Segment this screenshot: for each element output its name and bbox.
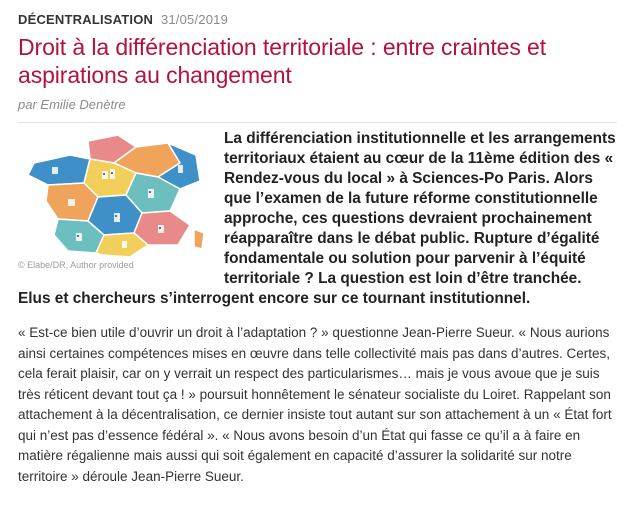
article-figure — [18, 133, 214, 270]
article-meta — [18, 12, 617, 27]
category-label[interactable]: DÉCENTRALISATION — [18, 12, 154, 27]
article-title: Droit à la différenciation territoriale : entre craintes et aspirations au changement — [18, 34, 547, 88]
article-body-paragraph: « Est-ce bien utile d’ouvrir un droit à l’adaptation ? » questionne Jean-Pierre Sueur. « Nous aurions ainsi certaines compétences mises en œuvre dans telle collectivité mais pas dans d’autres. Certes, cela ferait plaisir, car on y verrait un respect des particularismes… mais je vous avoue que je suis très réticent devant tout ça ! » poursuit honnêtement le sénateur socialiste du Loiret. Rappelant son attachement à la décentralisation, ce dernier insiste tout autant sur son attachement à un « État fort qui n’est pas d’essence fédéral ». « Nous avons besoin d’un État qui fasse ce qu’il a à faire en matière régalienne mais aussi qui soit également en capacité d’assurer la solidarité sur notre territoire » déroule Jean-Pierre Sueur. — [18, 325, 612, 484]
france-map-illustration — [18, 133, 214, 259]
lead-section — [18, 129, 617, 309]
article-lead: La différenciation institutionnelle et les arrangements territoriaux étaient au cœur de la 11ème édition des « Rendez-vous du local » à Sciences-Po Paris. Alors que l’examen de la future réforme constitutionnelle approche, ces questions devraient prochainement réapparaître dans le débat public. Rupture d’égalité fondamentale ou solution pour parvenir à l’équité territoriale ? La question est loin d’être tranchée. Elus et chercheurs s’interrogent encore sur ce tournant institutionnel. — [18, 130, 616, 307]
map-region — [194, 229, 204, 249]
author-byline: par Emilie Denètre — [18, 97, 126, 112]
image-credit: © Elabe/DR, Author provided — [18, 260, 134, 270]
divider — [18, 122, 617, 123]
publish-date: 31/05/2019 — [160, 12, 229, 27]
